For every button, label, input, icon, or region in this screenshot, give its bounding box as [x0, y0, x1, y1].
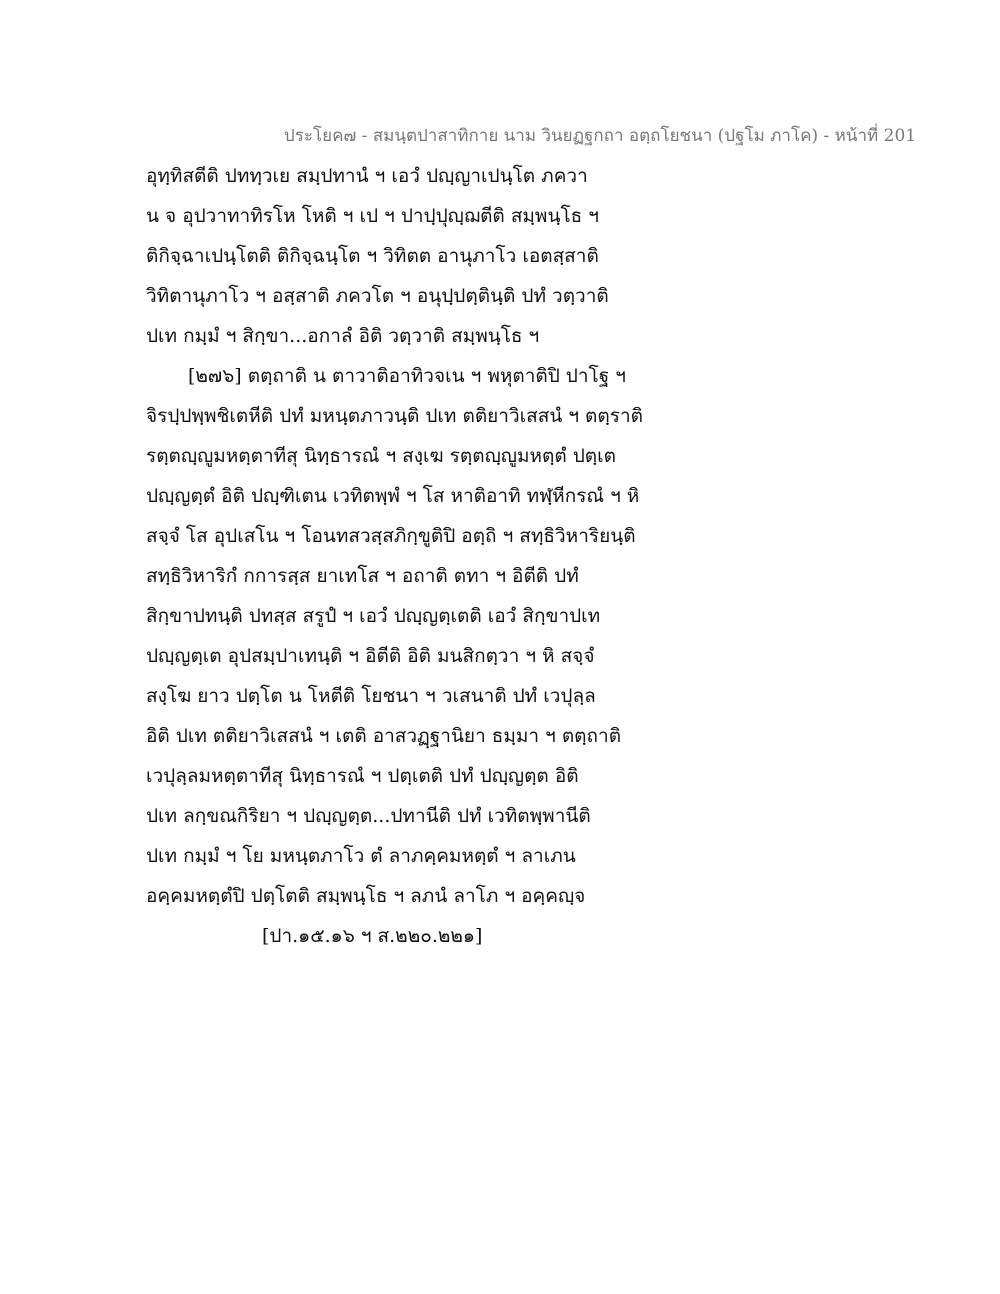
text-line: เวปุลฺลมหตฺตาทีสุ นิทฺธารณํ ฯ ปตฺเตติ ปทํ ปญฺญตฺต อิติ — [146, 765, 579, 787]
text-line: ปญฺญตฺเต อุปสมฺปาเทนฺติ ฯ อิตีติ อิติ มนสิกตฺวา ฯ หิ สจฺจํ — [146, 645, 595, 667]
text-line: สจฺจํ โส อุปเสโน ฯ โอนทสวสฺสภิกฺขูติปิ อตฺถิ ฯ สทฺธิวิหาริยนฺติ — [146, 525, 636, 547]
text-line: สทฺธิวิหาริกํ กการสฺส ยาเทโส ฯ อถาติ ตทา ฯ อิตีติ ปทํ — [146, 565, 579, 587]
text-line: อิติ ปเท ตติยาวิเสสนํ ฯ เตติ อาสวฏฺฐานิยา ธมฺมา ฯ ตตฺถาติ — [146, 725, 622, 747]
text-line: ปเท กมฺมํ ฯ สิกฺขา...อกาลํ อิติ วตฺวาติ สมฺพนฺโธ ฯ — [146, 325, 540, 347]
paragraph-start-line: [๒๗๖] ตตฺถาติ น ตาวาติอาทิวจเน ฯ พหุตาติปิ ปาโฐ ฯ — [188, 365, 626, 387]
text-line: น จ อุปวาทาทิรโห โหติ ฯ เป ฯ ปาปฺปุญฺฌตีติ สมฺพนฺโธ ฯ — [146, 205, 599, 227]
text-line: วิทิตานุภาโว ฯ อสฺสาติ ภควโต ฯ อนุปฺปตฺตินฺติ ปทํ วตฺวาติ — [146, 285, 609, 307]
text-line: อคฺคมหตฺตํปิ ปตฺโตติ สมฺพนฺโธ ฯ ลภนํ ลาโภ ฯ อคฺคญฺจ — [146, 885, 586, 907]
text-line: ปญฺญตฺตํ อิติ ปญฺฑิเตน เวทิตพฺพํ ฯ โส หาติอาทิ ทฬฺหีกรณํ ฯ หิ — [146, 485, 640, 507]
text-line: ปเท กมฺมํ ฯ โย มหนฺตภาโว ตํ ลาภคฺคมหตฺตํ ฯ ลาเภน — [146, 845, 576, 867]
text-line: สิกฺขาปทนฺติ ปทสฺส สรูปํ ฯ เอวํ ปญฺญตฺเตติ เอวํ สิกฺขาปเท — [146, 605, 601, 627]
text-line: รตฺตญฺญูมหตฺตาทีสุ นิทฺธารณํ ฯ สงฺเฆ รตฺตญฺญูมหตฺตํ ปตฺเต — [146, 445, 616, 467]
text-line: ปเท ลกฺขณกิริยา ฯ ปญฺญตฺต...ปทานีติ ปทํ เวทิตพฺพานีติ — [146, 805, 591, 827]
text-line: สงฺโฆ ยาว ปตฺโต น โหตีติ โยชนา ฯ วเสนาติ ปทํ เวปุลฺล — [146, 685, 596, 707]
page-header — [0, 122, 1000, 149]
page-reference: [ปา.๑๕.๑๖ ฯ ส.๒๒๐.๒๒๑] — [262, 925, 483, 947]
body-text — [146, 156, 666, 956]
text-line: ติกิจฺฉาเปนฺโตติ ติกิจฺฉนฺโต ฯ วิทิตต อานุภาโว เอตสฺสาติ — [146, 245, 599, 267]
text-line: จิรปฺปพฺพชิเตหีติ ปทํ มหนฺตภาวนฺติ ปเท ตติยาวิเสสนํ ฯ ตตฺราติ — [146, 405, 643, 427]
text-line: อุทฺทิสตีติ ปททฺวเย สมฺปทานํ ฯ เอวํ ปญฺญาเปนฺโต ภควา — [146, 165, 588, 187]
page-header-text: ประโยค๗ - สมนฺตปาสาทิกาย นาม วินยฏฐกถา อตฺถโยชนา (ปฐโม ภาโค) - หน้าที่ 201 — [283, 126, 917, 146]
